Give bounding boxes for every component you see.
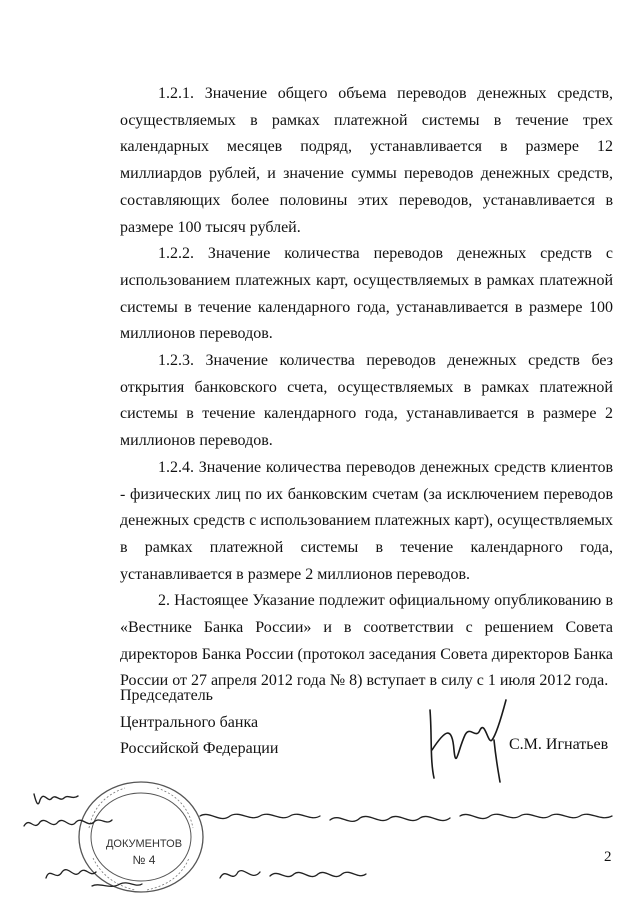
signature-image — [410, 690, 520, 790]
page-number: 2 — [604, 849, 612, 865]
handwritten-certification-image — [20, 786, 620, 905]
signatory-title-line-1: Председатель — [120, 687, 213, 704]
document-body — [120, 81, 613, 695]
signatory-title — [120, 683, 278, 763]
paragraph-1-2-1: 1.2.1. Значение общего объема переводов денежных средств, осуществляемых в рамках платежной системы в течение трех календарных месяцев подряд, устанавливается в размере 12 миллиардов рублей, и значение суммы переводов денежных средств, составляющих более половины этих переводов, устанавливается в размере 100 тысяч рублей. — [120, 85, 613, 236]
paragraph-1-2-3: 1.2.3. Значение количества переводов денежных средств без открытия банковского счета, осуществляемых в рамках платежной системы в течение календарного года, устанавливается в размере 2 миллионов переводов. — [120, 352, 613, 450]
signatory-name: С.М. Игнатьев — [509, 736, 609, 753]
paragraph-1-2-4: 1.2.4. Значение количества переводов денежных средств клиентов - физических лиц по их банковским счетам (за исключением переводов денежных средств с использованием платежных карт), осуществляемых в рамках платежной системы в течение календарного года, устанавливается в размере 2 миллионов переводов. — [120, 458, 613, 583]
signatory-title-line-3: Российской Федерации — [120, 740, 279, 757]
stamp-label: ДОКУМЕНТОВ — [105, 838, 183, 850]
paragraph-2: 2. Настоящее Указание подлежит официальному опубликованию в «Вестнике Банка России» и в соответствии с решением Совета директоров Банка России (протокол заседания Совета директоров Банка России от 27 апреля 2012 года № 8) вступает в силу с 1 июля 2012 года. — [120, 592, 613, 690]
stamp-number: № 4 — [132, 853, 156, 867]
paragraph-1-2-2: 1.2.2. Значение количества переводов денежных средств с использованием платежных карт, осуществляемых в рамках платежной системы в течение календарного года, устанавливается в размере 100 миллионов переводов. — [120, 245, 613, 343]
signatory-title-line-2: Центрального банка — [120, 713, 259, 731]
